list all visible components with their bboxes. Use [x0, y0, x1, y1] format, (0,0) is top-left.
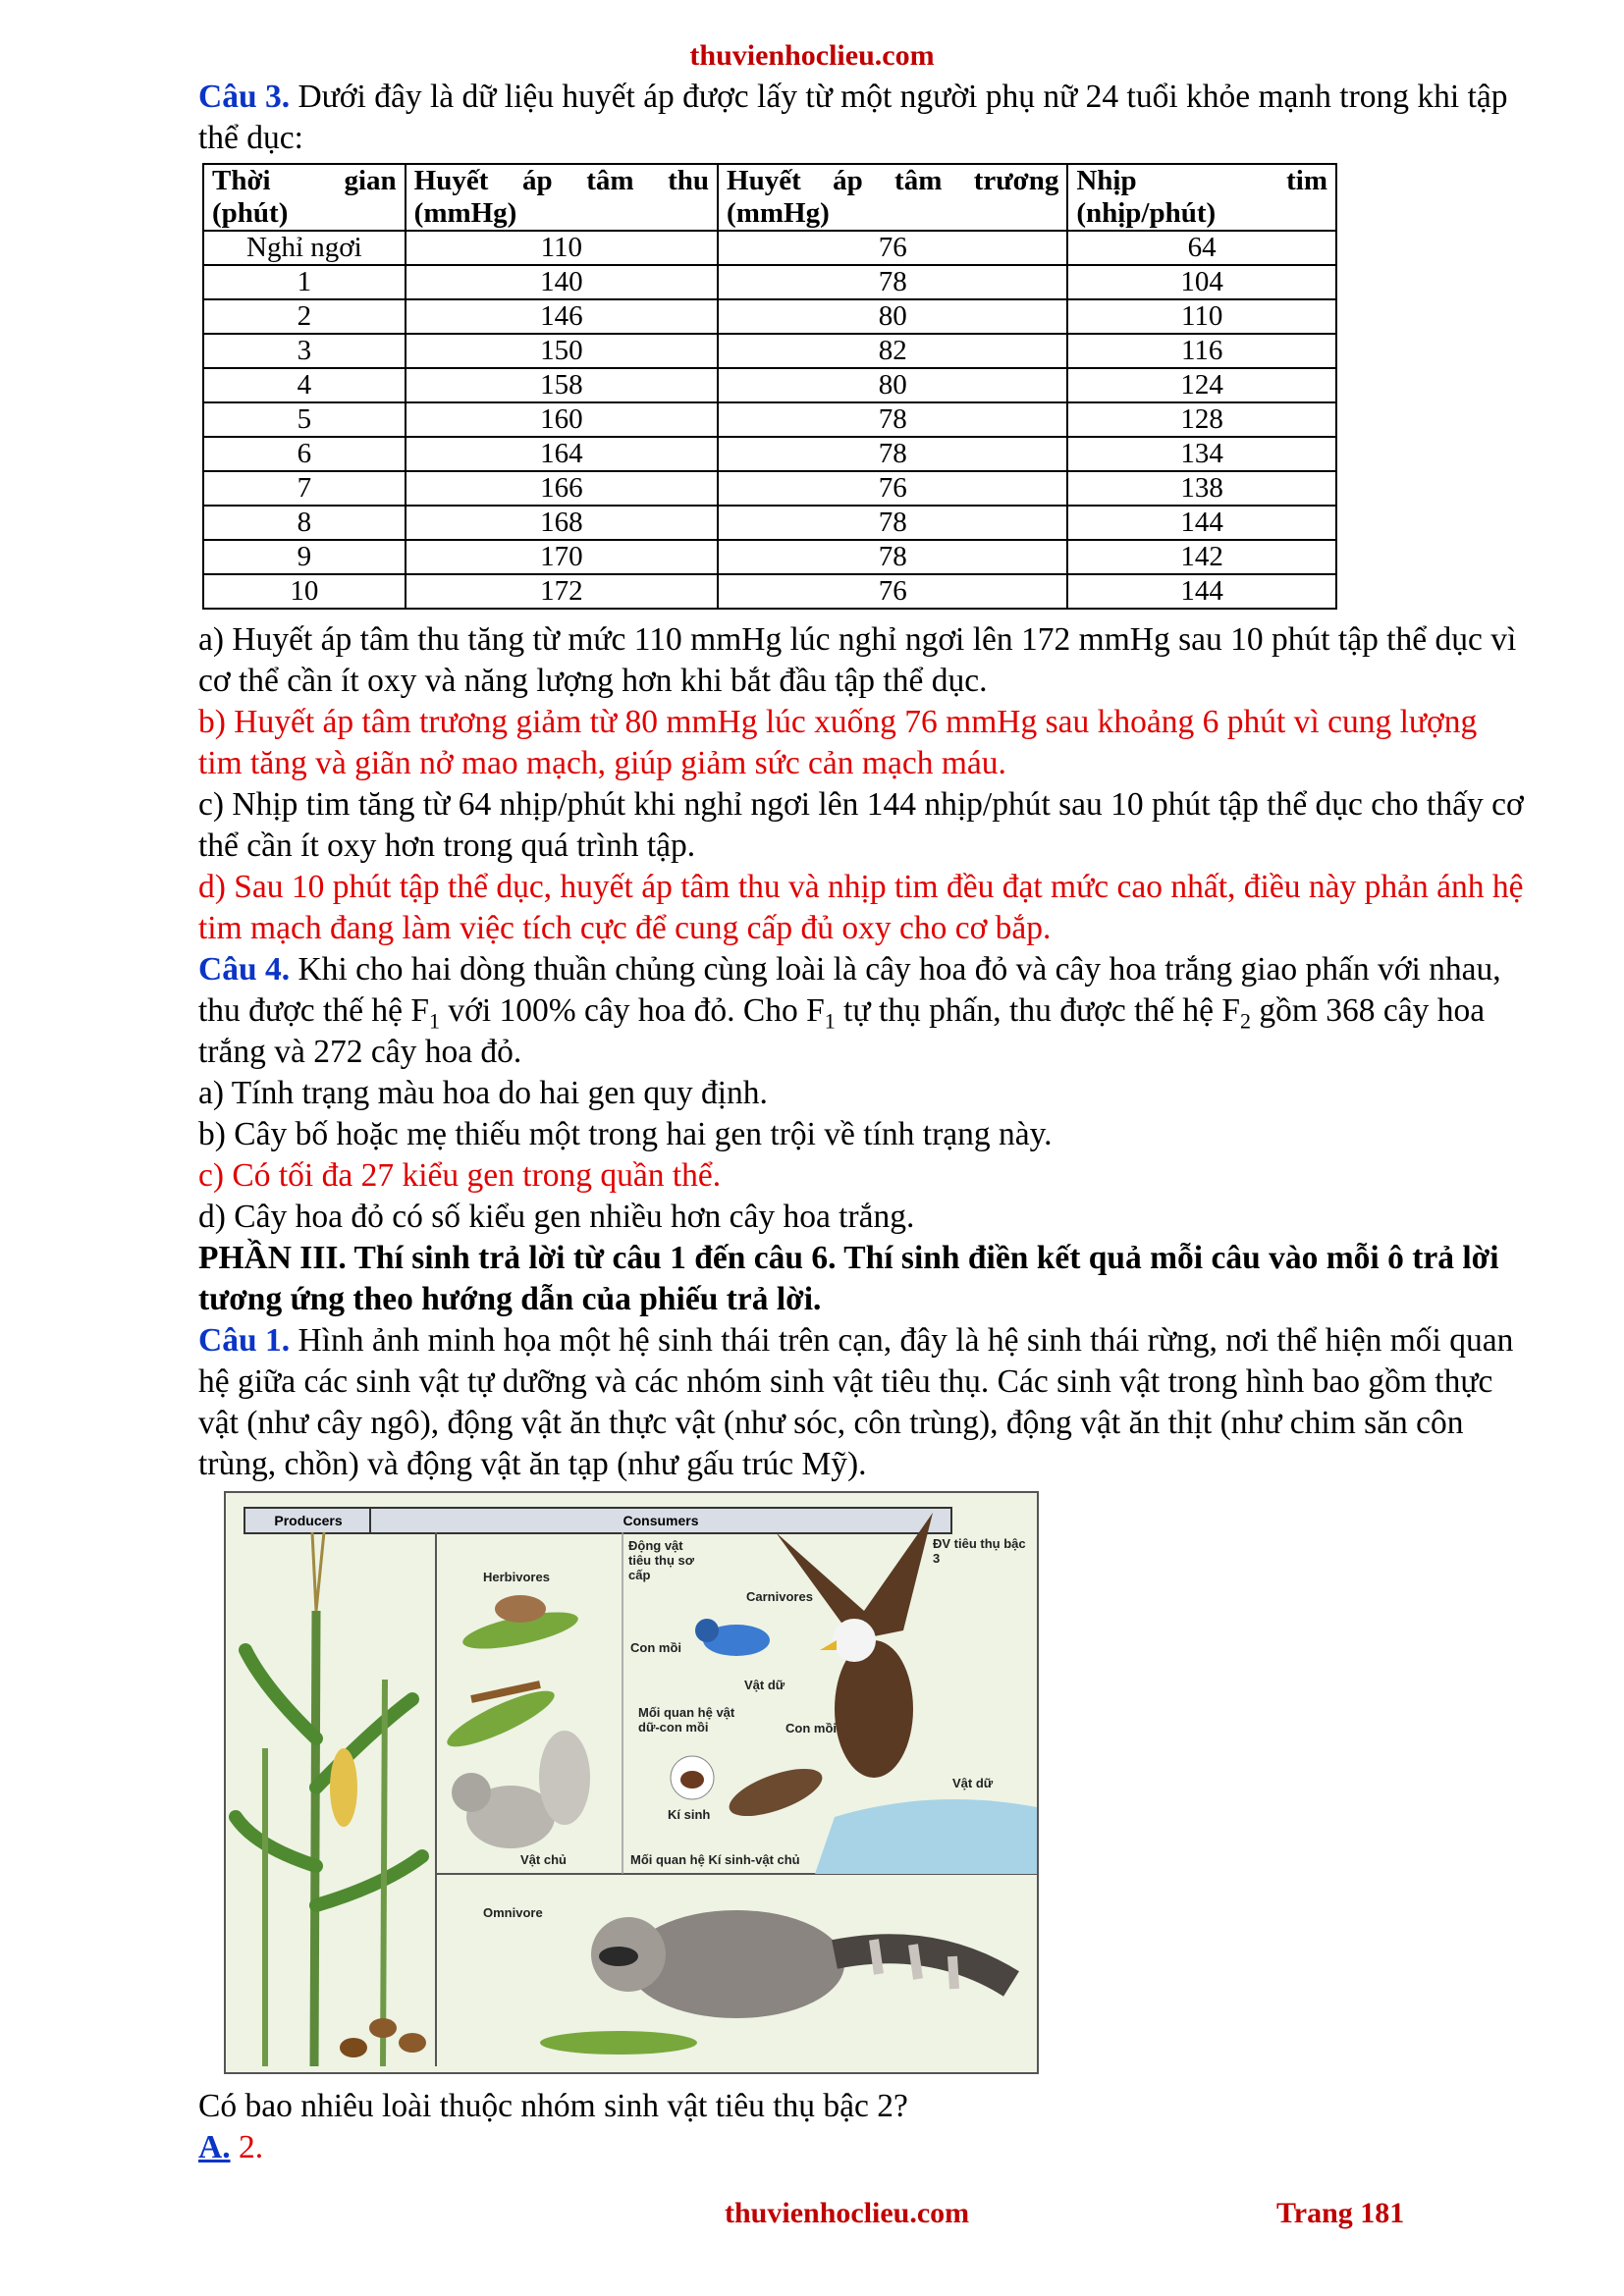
squirrel-icon	[452, 1731, 590, 1848]
table-cell: 172	[406, 574, 718, 609]
fig-parasite-host-relation: Mối quan hệ Kí sinh-vật chủ	[630, 1852, 800, 1867]
cau3-option-d: d) Sau 10 phút tập thể dục, huyết áp tâm thu và nhịp tim đều đạt mức cao nhất, điều này phản ánh hệ tim mạch đang làm việc tích cực để cung cấp đủ oxy cho cơ bắp.	[198, 869, 1524, 946]
cau4-text-3: tự thụ phấn, thu được thế hệ F	[835, 992, 1240, 1029]
cau1-label: Câu 1.	[198, 1322, 291, 1359]
table-row	[203, 231, 1336, 265]
tick-icon	[671, 1756, 714, 1799]
fig-predator-label-1: Vật dữ	[744, 1678, 785, 1692]
table-cell: 116	[1067, 334, 1336, 368]
table-cell: 158	[406, 368, 718, 402]
cau3-label: Câu 3.	[198, 79, 291, 115]
fig-tertiary-consumer-label: ĐV tiêu thụ bậc 3	[933, 1536, 1026, 1566]
th-diastolic: Huyết áp tâm trương (mmHg)	[718, 164, 1067, 231]
header-site-link[interactable]: thuvienhoclieu.com	[689, 39, 935, 72]
fig-primary-consumer-label: Động vật tiêu thụ sơ cấp	[628, 1538, 695, 1582]
table-cell: 144	[1067, 574, 1336, 609]
table-cell: 3	[203, 334, 406, 368]
table-row	[203, 471, 1336, 506]
cau1-intro	[198, 1320, 1524, 1485]
cau3-option-b: b) Huyết áp tâm trương giảm từ 80 mmHg lúc xuống 76 mmHg sau khoảng 6 phút vì cung lượng tim tăng và giãn nở mao mạch, giúp giảm sức cản mạch máu.	[198, 704, 1478, 781]
table-cell: 104	[1067, 265, 1336, 299]
table-cell: 160	[406, 402, 718, 437]
cau1-question: Có bao nhiêu loài thuộc nhóm sinh vật tiêu thụ bậc 2?	[198, 2088, 908, 2124]
table-cell: 82	[718, 334, 1067, 368]
fig-consumers-header: Consumers	[369, 1507, 952, 1534]
fig-prey-label-1: Con mồi	[630, 1640, 681, 1655]
th-time: Thời gian (phút)	[203, 164, 406, 231]
fig-carnivores-label: Carnivores	[746, 1589, 813, 1604]
footer-site-link[interactable]: thuvienhoclieu.com	[725, 2197, 970, 2229]
table-row	[203, 437, 1336, 471]
table-cell: 76	[718, 471, 1067, 506]
table-row	[203, 540, 1336, 574]
table-cell: 80	[718, 299, 1067, 334]
fig-parasite-label: Kí sinh	[668, 1807, 711, 1822]
table-cell: 166	[406, 471, 718, 506]
table-cell: 142	[1067, 540, 1336, 574]
table-row	[203, 265, 1336, 299]
fig-omnivore-label: Omnivore	[483, 1905, 543, 1920]
corn-plant-icon	[236, 1532, 422, 2066]
cau4-intro	[198, 949, 1524, 1073]
fig-prey-label-2: Con mồi	[785, 1721, 837, 1735]
cau4-text-2: với 100% cây hoa đỏ. Cho F	[439, 992, 825, 1029]
table-row	[203, 368, 1336, 402]
th-systolic: Huyết áp tâm thu (mmHg)	[406, 164, 718, 231]
table-cell: 6	[203, 437, 406, 471]
fig-producers-header: Producers	[244, 1507, 373, 1534]
table-cell: 9	[203, 540, 406, 574]
table-cell: 78	[718, 265, 1067, 299]
table-cell: Nghỉ ngơi	[203, 231, 406, 265]
table-cell: 4	[203, 368, 406, 402]
fig-herbivores-label: Herbivores	[483, 1570, 550, 1584]
mouse-icon	[495, 1595, 546, 1623]
table-row	[203, 334, 1336, 368]
table-cell: 64	[1067, 231, 1336, 265]
cau4-option-d: d) Cây hoa đỏ có số kiểu gen nhiều hơn cây hoa trắng.	[198, 1199, 915, 1235]
cau4-sub-2: 1	[824, 1008, 836, 1034]
cau4-option-a: a) Tính trạng màu hoa do hai gen quy định.	[198, 1075, 768, 1111]
cau4-option-c: c) Có tối đa 27 kiểu gen trong quần thể.	[198, 1157, 722, 1194]
otter-icon	[724, 1759, 828, 1826]
table-header-row	[203, 164, 1336, 231]
table-row	[203, 402, 1336, 437]
cau4-text-4: gồm 368 cây hoa trắng và 272 cây hoa đỏ.	[198, 992, 1486, 1070]
table-cell: 80	[718, 368, 1067, 402]
cau4-text-1: Khi cho hai dòng thuần chủng cùng loài là cây hoa đỏ và cây hoa trắng giao phấn với nhau, thu được thế hệ F	[198, 951, 1501, 1029]
table-cell: 164	[406, 437, 718, 471]
th-heart-rate: Nhịp tim (nhịp/phút)	[1067, 164, 1336, 231]
cau1-text: Hình ảnh minh họa một hệ sinh thái trên cạn, đây là hệ sinh thái rừng, nơi thể hiện mối quan hệ giữa các sinh vật tự dưỡng và các nhóm sinh vật tiêu thụ. Các sinh vật trong hình bao gồm thực vật (như cây ngô), động vật ăn thực vật (như sóc, côn trùng), động vật ăn thịt (như chim săn côn trùng, chồn) và động vật ăn tạp (như gấu trúc Mỹ).	[198, 1322, 1514, 1482]
table-cell: 138	[1067, 471, 1336, 506]
table-cell: 7	[203, 471, 406, 506]
ecosystem-figure	[224, 1491, 1039, 2074]
cau3-option-c: c) Nhịp tim tăng từ 64 nhịp/phút khi nghỉ ngơi lên 144 nhịp/phút sau 10 phút tập thể dục cho thấy cơ thể cần ít oxy hơn trong quá trình tập.	[198, 786, 1524, 864]
table-cell: 10	[203, 574, 406, 609]
fig-predator-prey-relation: Mối quan hệ vật dữ-con mồi	[638, 1705, 735, 1735]
table-body	[203, 231, 1336, 609]
table-cell: 76	[718, 231, 1067, 265]
cau4-sub-3: 2	[1240, 1008, 1251, 1034]
table-cell: 5	[203, 402, 406, 437]
fig-predator-label-2: Vật dữ	[952, 1776, 994, 1790]
part3-heading: PHẦN III. Thí sinh trả lời từ câu 1 đến câu 6. Thí sinh điền kết quả mỗi câu vào mỗi ô trả lời tương ứng theo hướng dẫn của phiếu trả lời.	[198, 1240, 1499, 1317]
cau4-sub-1: 1	[428, 1008, 440, 1034]
table-cell: 78	[718, 402, 1067, 437]
page-content	[198, 77, 1524, 2168]
table-cell: 168	[406, 506, 718, 540]
eagle-icon	[776, 1513, 933, 1778]
table-cell: 78	[718, 540, 1067, 574]
cau4-option-b: b) Cây bố hoặc mẹ thiếu một trong hai gen trội về tính trạng này.	[198, 1116, 1053, 1152]
blood-pressure-table	[202, 163, 1337, 610]
table-cell: 150	[406, 334, 718, 368]
cau3-intro	[198, 77, 1524, 159]
table-cell: 110	[1067, 299, 1336, 334]
table-cell: 144	[1067, 506, 1336, 540]
cau1-answer-value: 2.	[230, 2129, 264, 2165]
cau3-text: Dưới đây là dữ liệu huyết áp được lấy từ một người phụ nữ 24 tuổi khỏe mạnh trong khi tập thể dục:	[198, 79, 1508, 156]
table-cell: 140	[406, 265, 718, 299]
page-number: Trang 181	[1276, 2197, 1405, 2229]
table-cell: 8	[203, 506, 406, 540]
table-cell: 2	[203, 299, 406, 334]
table-cell: 76	[718, 574, 1067, 609]
table-cell: 146	[406, 299, 718, 334]
blue-jay-icon	[695, 1619, 770, 1656]
table-cell: 170	[406, 540, 718, 574]
table-cell: 78	[718, 437, 1067, 471]
table-cell: 134	[1067, 437, 1336, 471]
table-cell: 78	[718, 506, 1067, 540]
table-cell: 1	[203, 265, 406, 299]
table-row	[203, 506, 1336, 540]
raccoon-icon	[591, 1910, 1011, 2018]
cau1-answer-label: A.	[198, 2129, 231, 2165]
cau4-label: Câu 4.	[198, 951, 291, 988]
fig-host-label: Vật chủ	[520, 1852, 567, 1867]
cau3-option-a: a) Huyết áp tâm thu tăng từ mức 110 mmHg lúc nghỉ ngơi lên 172 mmHg sau 10 phút tập thể dục vì cơ thể cần ít oxy và năng lượng hơn khi bắt đầu tập thể dục.	[198, 621, 1517, 699]
table-cell: 128	[1067, 402, 1336, 437]
cau1-answer	[198, 2127, 1524, 2168]
table-cell: 110	[406, 231, 718, 265]
table-row	[203, 299, 1336, 334]
table-row	[203, 574, 1336, 609]
table-cell: 124	[1067, 368, 1336, 402]
